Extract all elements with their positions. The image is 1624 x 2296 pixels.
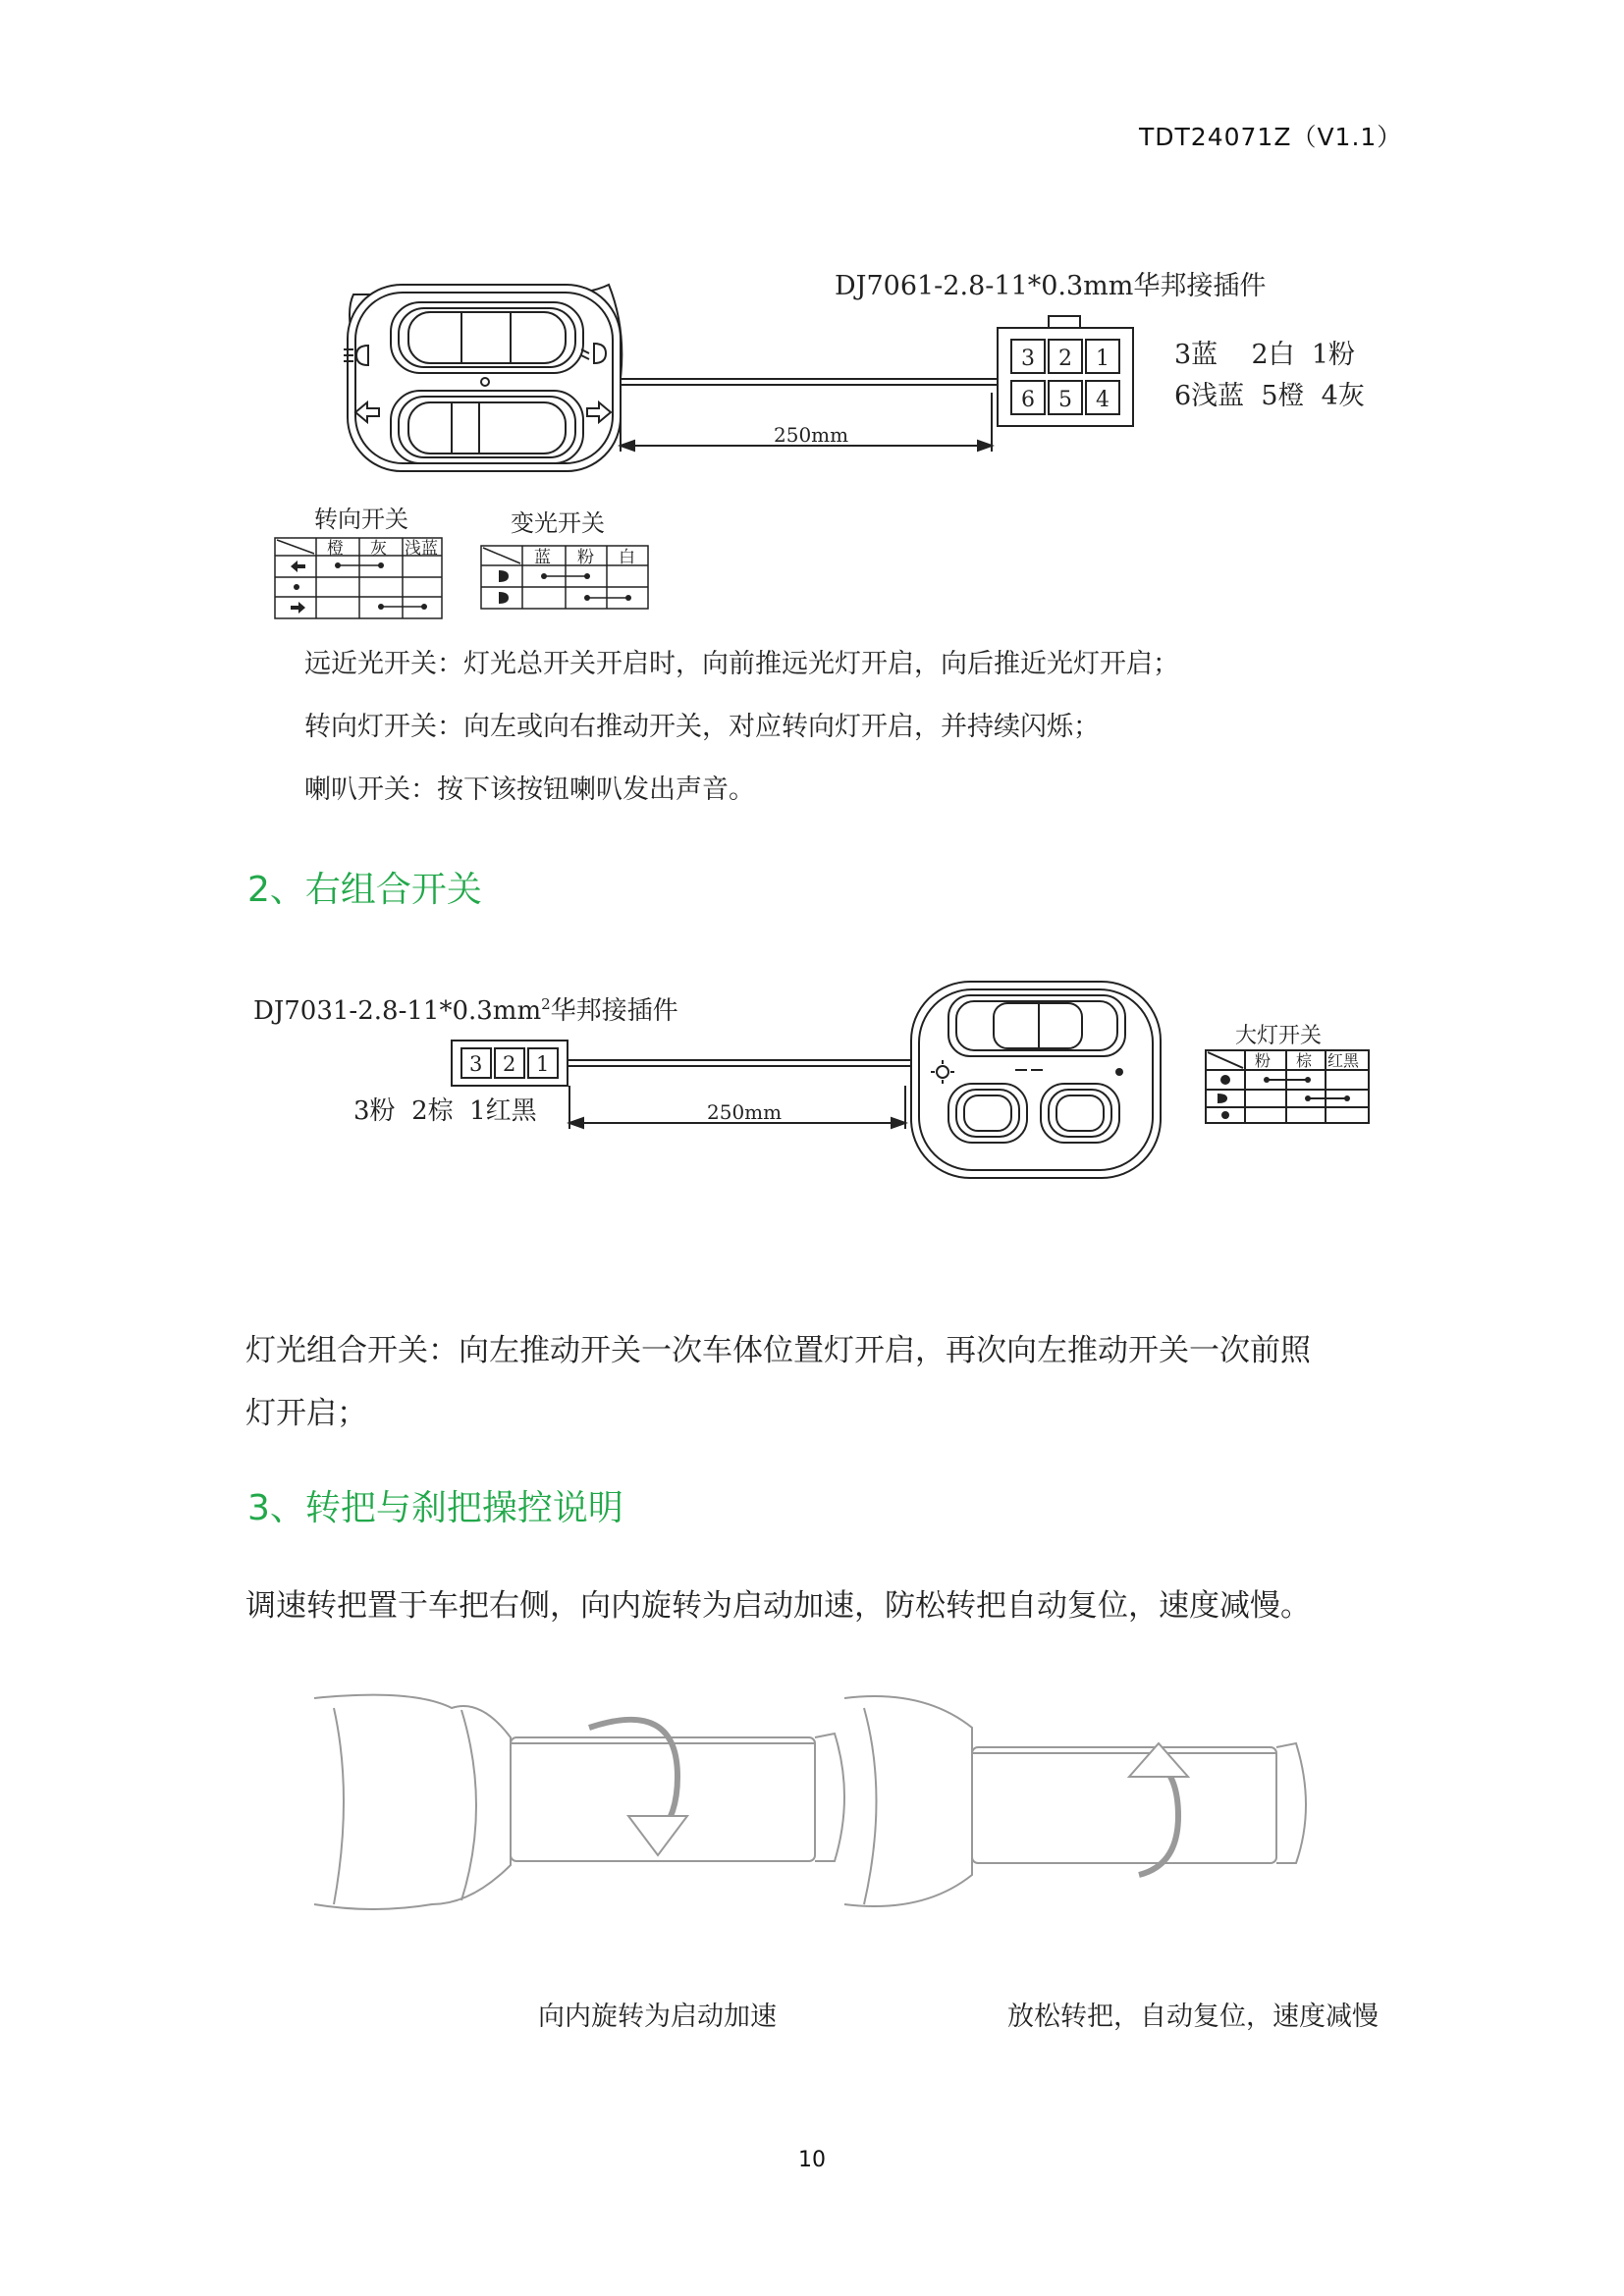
left-connector-pin-6: 6 [1021,388,1035,412]
note-light-combo-line1: 灯光组合开关：向左推动开关一次车体位置灯开启，再次向左推动开关一次前照 [245,1333,1311,1368]
right-connector-pin-2: 2 [503,1052,516,1076]
turn-table-header-3: 浅蓝 [405,539,438,559]
turn-table-header-2: 灰 [370,539,387,559]
right-wire-colors: 3粉 2棕 1红黑 [353,1096,537,1126]
note-turn-switch: 转向灯开关：向左或向右推动开关，对应转向灯开启，并持续闪烁； [304,712,1100,742]
right-cable-length: 250mm [707,1100,783,1124]
throttle-description: 调速转把置于车把右侧，向内旋转为启动加速，防松转把自动复位，速度减慢。 [245,1588,1311,1624]
beam-table-title: 变光开关 [511,509,605,537]
left-connector-pin-5: 5 [1058,388,1072,412]
light-table-title: 大灯开关 [1235,1024,1323,1048]
beam-table-header-2: 粉 [577,548,594,567]
light-table-header-1: 粉 [1255,1051,1272,1070]
light-table-header-2: 棕 [1296,1051,1313,1070]
left-wire-colors-row2: 6浅蓝 5橙 4灰 [1174,381,1365,411]
left-connector-pin-3: 3 [1021,347,1035,371]
note-horn-switch: 喇叭开关：按下该按钮喇叭发出声音。 [304,774,755,805]
right-connector-label: $DJ7031-2.8-11*0.3mm^2$华邦接插件 [253,995,678,1026]
note-beam-switch: 远近光开关：灯光总开关开启时，向前推远光灯开启，向后推近光灯开启； [304,649,1179,679]
beam-table-header-1: 蓝 [534,548,551,567]
left-wire-colors-row1: 3蓝 2白 1粉 [1174,340,1356,370]
left-switch-diagram [0,0,1624,648]
section-3-heading: 3、转把与刹把操控说明 [247,1488,623,1528]
left-connector-pin-1: 1 [1096,347,1110,371]
document-code: TDT24071Z（V1.1） [1139,123,1403,151]
turn-table-header-1: 橙 [327,539,344,559]
turn-table-title: 转向开关 [314,506,408,533]
left-connector-pin-4: 4 [1096,388,1110,412]
throttle-illustration [0,1669,1624,1944]
light-table-header-3: 红黑 [1327,1051,1360,1070]
right-switch-diagram [0,962,1624,1198]
right-connector-pin-1: 1 [536,1052,550,1076]
caption-release: 放松转把，自动复位，速度减慢 [1007,2002,1379,2032]
section-2-heading: 2、右组合开关 [247,870,482,910]
page-number: 10 [798,2148,826,2172]
caption-accelerate: 向内旋转为启动加速 [538,2002,777,2032]
left-connector-pin-2: 2 [1058,347,1072,371]
beam-table-header-3: 白 [619,548,635,567]
left-cable-length: 250mm [774,423,849,447]
right-connector-pin-3: 3 [469,1052,483,1076]
note-light-combo-line2: 灯开启； [245,1396,367,1431]
left-connector-label: DJ7061-2.8-11*0.3mm华邦接插件 [835,271,1267,301]
